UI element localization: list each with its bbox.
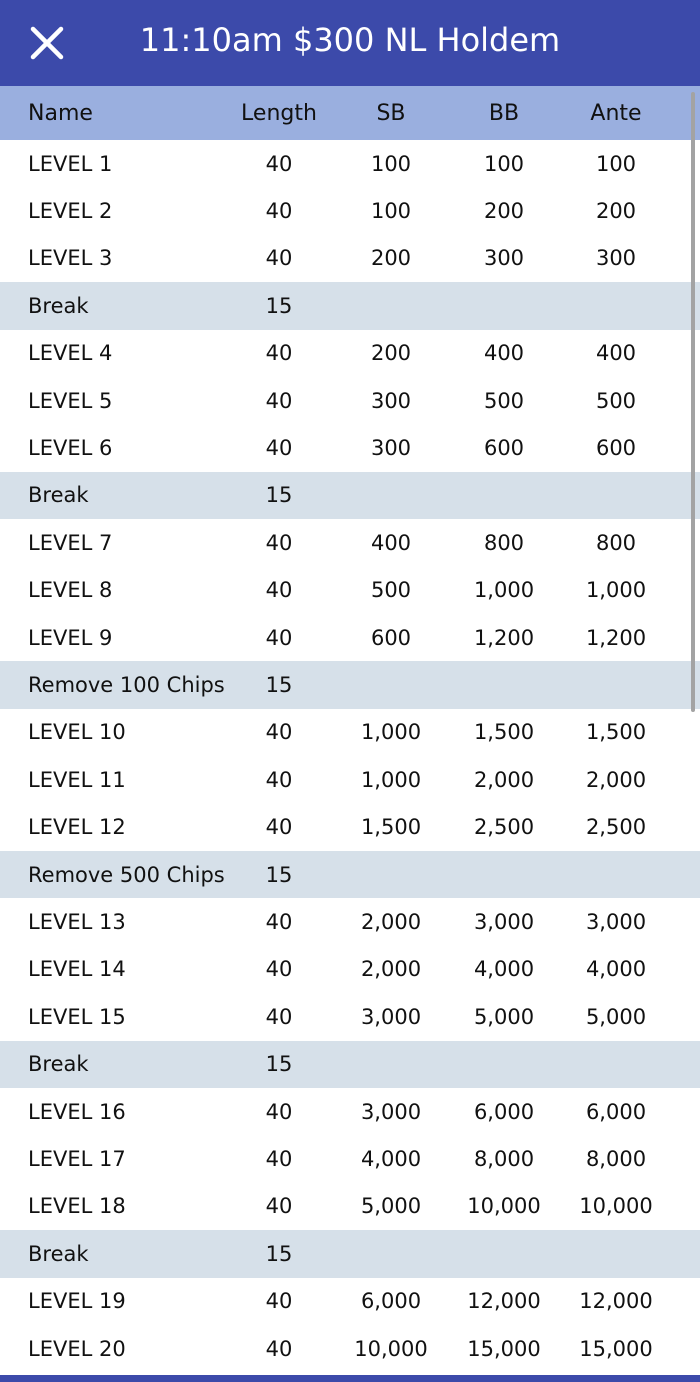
cell-ante: 5,000 bbox=[585, 1004, 647, 1029]
close-icon bbox=[24, 20, 70, 66]
break-row[interactable] bbox=[0, 1041, 700, 1088]
cell-ante: 500 bbox=[595, 388, 637, 413]
title-bar bbox=[0, 0, 700, 86]
column-header-ante: Ante bbox=[590, 100, 642, 126]
cell-length: 15 bbox=[265, 862, 293, 887]
cell-name: LEVEL 6 bbox=[28, 436, 113, 461]
break-row[interactable] bbox=[0, 472, 700, 519]
cell-bb bbox=[444, 1230, 564, 1277]
cell-name: LEVEL 16 bbox=[28, 1099, 126, 1124]
cell-length: 40 bbox=[265, 1147, 293, 1172]
cell-name: LEVEL 4 bbox=[28, 341, 113, 366]
cell-sb bbox=[331, 851, 451, 898]
level-row[interactable] bbox=[0, 804, 700, 851]
cell-sb bbox=[331, 472, 451, 519]
cell-bb: 100 bbox=[483, 151, 525, 176]
page-title: 11:10am $300 NL Holdem bbox=[139, 21, 561, 59]
cell-sb: 300 bbox=[370, 436, 412, 461]
cell-ante: 600 bbox=[595, 436, 637, 461]
level-row[interactable] bbox=[0, 1088, 700, 1135]
cell-ante bbox=[556, 1041, 676, 1088]
cell-length: 40 bbox=[265, 1336, 293, 1361]
level-row[interactable] bbox=[0, 614, 700, 661]
cell-ante: 15,000 bbox=[579, 1336, 653, 1361]
column-header-sb: SB bbox=[376, 100, 406, 126]
cell-ante: 300 bbox=[595, 246, 637, 271]
cell-sb: 500 bbox=[370, 578, 412, 603]
column-header-name: Name bbox=[28, 100, 93, 126]
break-row[interactable] bbox=[0, 661, 700, 708]
level-row[interactable] bbox=[0, 567, 700, 614]
close-button[interactable] bbox=[24, 20, 70, 66]
cell-sb: 1,500 bbox=[360, 815, 422, 840]
cell-bb bbox=[444, 282, 564, 329]
cell-length: 40 bbox=[265, 625, 293, 650]
cell-length: 15 bbox=[265, 1241, 293, 1266]
cell-length: 40 bbox=[265, 1004, 293, 1029]
cell-name: LEVEL 18 bbox=[28, 1194, 126, 1219]
cell-sb: 1,000 bbox=[360, 767, 422, 792]
cell-sb: 2,000 bbox=[360, 957, 422, 982]
cell-name: LEVEL 7 bbox=[28, 530, 113, 555]
cell-ante bbox=[556, 851, 676, 898]
cell-bb: 400 bbox=[483, 341, 525, 366]
cell-length: 40 bbox=[265, 1194, 293, 1219]
cell-sb: 300 bbox=[370, 388, 412, 413]
cell-sb: 4,000 bbox=[360, 1147, 422, 1172]
cell-ante: 400 bbox=[595, 341, 637, 366]
table-column-header bbox=[0, 86, 700, 140]
cell-bb: 1,200 bbox=[473, 625, 535, 650]
cell-sb: 400 bbox=[370, 530, 412, 555]
cell-sb bbox=[331, 1230, 451, 1277]
cell-bb: 1,500 bbox=[473, 720, 535, 745]
cell-length: 40 bbox=[265, 1289, 293, 1314]
cell-bb: 2,500 bbox=[473, 815, 535, 840]
cell-ante: 12,000 bbox=[579, 1289, 653, 1314]
cell-bb: 4,000 bbox=[473, 957, 535, 982]
cell-sb bbox=[331, 1041, 451, 1088]
cell-bb: 3,000 bbox=[473, 910, 535, 935]
cell-length: 40 bbox=[265, 720, 293, 745]
cell-sb: 6,000 bbox=[360, 1289, 422, 1314]
cell-name: LEVEL 2 bbox=[28, 199, 113, 224]
cell-bb bbox=[444, 1041, 564, 1088]
cell-name: LEVEL 10 bbox=[28, 720, 126, 745]
cell-sb bbox=[331, 661, 451, 708]
cell-ante: 1,500 bbox=[585, 720, 647, 745]
cell-ante: 10,000 bbox=[579, 1194, 653, 1219]
cell-bb: 300 bbox=[483, 246, 525, 271]
cell-name: LEVEL 12 bbox=[28, 815, 126, 840]
cell-length: 40 bbox=[265, 151, 293, 176]
cell-name: Break bbox=[28, 483, 89, 508]
level-row[interactable] bbox=[0, 756, 700, 803]
cell-length: 40 bbox=[265, 388, 293, 413]
cell-ante: 3,000 bbox=[585, 910, 647, 935]
cell-bb: 800 bbox=[483, 530, 525, 555]
cell-name: LEVEL 1 bbox=[28, 151, 113, 176]
cell-name: Remove 500 Chips bbox=[28, 862, 225, 887]
cell-name: Break bbox=[28, 1241, 89, 1266]
break-row[interactable] bbox=[0, 851, 700, 898]
cell-bb: 10,000 bbox=[467, 1194, 541, 1219]
level-row[interactable] bbox=[0, 1135, 700, 1182]
cell-bb: 2,000 bbox=[473, 767, 535, 792]
cell-bb: 8,000 bbox=[473, 1147, 535, 1172]
cell-length: 15 bbox=[265, 673, 293, 698]
cell-length: 15 bbox=[265, 1052, 293, 1077]
cell-name: LEVEL 14 bbox=[28, 957, 126, 982]
cell-length: 40 bbox=[265, 578, 293, 603]
cell-bb: 500 bbox=[483, 388, 525, 413]
level-row[interactable] bbox=[0, 1183, 700, 1230]
cell-sb: 3,000 bbox=[360, 1004, 422, 1029]
cell-ante: 200 bbox=[595, 199, 637, 224]
cell-sb: 100 bbox=[370, 151, 412, 176]
cell-ante: 1,200 bbox=[585, 625, 647, 650]
cell-ante: 2,500 bbox=[585, 815, 647, 840]
cell-length: 40 bbox=[265, 1099, 293, 1124]
cell-length: 40 bbox=[265, 199, 293, 224]
cell-sb bbox=[331, 282, 451, 329]
cell-ante: 8,000 bbox=[585, 1147, 647, 1172]
cell-bb: 5,000 bbox=[473, 1004, 535, 1029]
cell-bb: 200 bbox=[483, 199, 525, 224]
cell-ante bbox=[556, 1230, 676, 1277]
cell-length: 40 bbox=[265, 815, 293, 840]
break-row[interactable] bbox=[0, 282, 700, 329]
cell-name: LEVEL 11 bbox=[28, 767, 126, 792]
cell-name: Break bbox=[28, 293, 89, 318]
cell-bb: 12,000 bbox=[467, 1289, 541, 1314]
cell-length: 40 bbox=[265, 246, 293, 271]
level-row[interactable] bbox=[0, 424, 700, 471]
cell-length: 15 bbox=[265, 483, 293, 508]
level-row[interactable] bbox=[0, 330, 700, 377]
cell-name: LEVEL 19 bbox=[28, 1289, 126, 1314]
cell-bb bbox=[444, 851, 564, 898]
cell-ante: 6,000 bbox=[585, 1099, 647, 1124]
cell-length: 40 bbox=[265, 530, 293, 555]
level-row[interactable] bbox=[0, 946, 700, 993]
cell-name: Remove 100 Chips bbox=[28, 673, 225, 698]
cell-name: LEVEL 3 bbox=[28, 246, 113, 271]
level-row[interactable] bbox=[0, 519, 700, 566]
cell-bb: 6,000 bbox=[473, 1099, 535, 1124]
cell-sb: 5,000 bbox=[360, 1194, 422, 1219]
cell-ante: 4,000 bbox=[585, 957, 647, 982]
cell-ante bbox=[556, 661, 676, 708]
level-row[interactable] bbox=[0, 377, 700, 424]
cell-sb: 200 bbox=[370, 246, 412, 271]
cell-name: LEVEL 8 bbox=[28, 578, 113, 603]
cell-length: 40 bbox=[265, 910, 293, 935]
cell-length: 40 bbox=[265, 767, 293, 792]
cell-ante: 800 bbox=[595, 530, 637, 555]
level-row[interactable] bbox=[0, 709, 700, 756]
cell-sb: 3,000 bbox=[360, 1099, 422, 1124]
cell-sb: 200 bbox=[370, 341, 412, 366]
vertical-scrollbar[interactable] bbox=[691, 92, 695, 712]
cell-name: LEVEL 9 bbox=[28, 625, 113, 650]
cell-name: LEVEL 17 bbox=[28, 1147, 126, 1172]
cell-sb: 100 bbox=[370, 199, 412, 224]
level-row[interactable] bbox=[0, 898, 700, 945]
cell-length: 40 bbox=[265, 341, 293, 366]
cell-name: LEVEL 13 bbox=[28, 910, 126, 935]
cell-length: 40 bbox=[265, 957, 293, 982]
cell-name: Break bbox=[28, 1052, 89, 1077]
cell-ante: 100 bbox=[595, 151, 637, 176]
break-row[interactable] bbox=[0, 1230, 700, 1277]
level-row[interactable] bbox=[0, 235, 700, 282]
cell-length: 40 bbox=[265, 436, 293, 461]
cell-ante: 1,000 bbox=[585, 578, 647, 603]
cell-sb: 1,000 bbox=[360, 720, 422, 745]
cell-bb: 600 bbox=[483, 436, 525, 461]
cell-sb: 10,000 bbox=[354, 1336, 428, 1361]
level-row[interactable] bbox=[0, 187, 700, 234]
cell-bb bbox=[444, 472, 564, 519]
cell-bb: 1,000 bbox=[473, 578, 535, 603]
cell-name: LEVEL 5 bbox=[28, 388, 113, 413]
cell-ante bbox=[556, 282, 676, 329]
cell-ante: 2,000 bbox=[585, 767, 647, 792]
cell-sb: 600 bbox=[370, 625, 412, 650]
bottom-bar bbox=[0, 1375, 700, 1382]
level-row[interactable] bbox=[0, 140, 700, 187]
column-header-length: Length bbox=[241, 100, 317, 126]
cell-bb bbox=[444, 661, 564, 708]
cell-sb: 2,000 bbox=[360, 910, 422, 935]
level-row[interactable] bbox=[0, 993, 700, 1040]
cell-bb: 15,000 bbox=[467, 1336, 541, 1361]
cell-name: LEVEL 20 bbox=[28, 1336, 126, 1361]
cell-ante bbox=[556, 472, 676, 519]
cell-length: 15 bbox=[265, 293, 293, 318]
level-row[interactable] bbox=[0, 1325, 700, 1372]
level-row[interactable] bbox=[0, 1278, 700, 1325]
column-header-bb: BB bbox=[488, 100, 520, 126]
cell-name: LEVEL 15 bbox=[28, 1004, 126, 1029]
